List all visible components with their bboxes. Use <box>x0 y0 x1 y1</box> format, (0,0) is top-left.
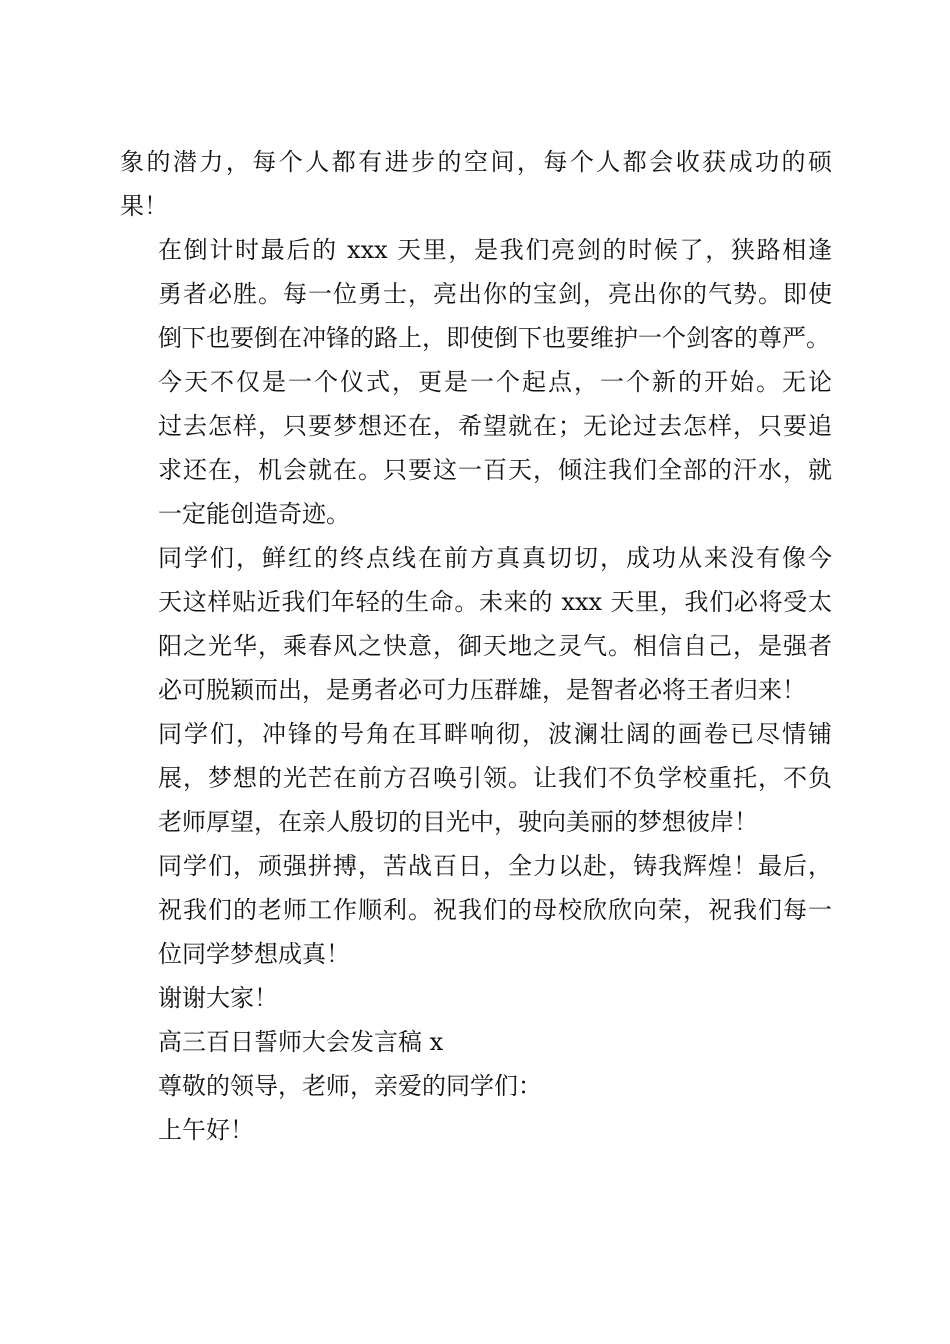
paragraph-4 <box>120 536 832 712</box>
text-line: 阳之光华，乘春风之快意，御天地之灵气。相信自己，是强者 <box>158 632 832 660</box>
text-line: 祝我们的老师工作顺利。祝我们的母校欣欣向荣，祝我们每一 <box>158 896 832 924</box>
text-line: 过去怎样，只要梦想还在，希望就在；无论过去怎样，只要追 <box>158 412 832 440</box>
text-line: 谢谢大家！ <box>158 984 278 1012</box>
greeting <box>120 1108 832 1152</box>
text-line: 展，梦想的光芒在前方召唤引领。让我们不负学校重托，不负 <box>158 764 832 792</box>
paragraph-2 <box>120 228 832 360</box>
text-line: 位同学梦想成真！ <box>158 940 350 968</box>
text-line: 同学们，冲锋的号角在耳畔响彻，波澜壮阔的画卷已尽情铺 <box>158 720 832 748</box>
text-line: 同学们，鲜红的终点线在前方真真切切，成功从来没有像今 <box>158 544 832 572</box>
text-line: 果！ <box>120 192 168 220</box>
text-line: 在倒计时最后的 xxx 天里，是我们亮剑的时候了，狭路相逢 <box>158 236 832 264</box>
text-line: 勇者必胜。每一位勇士，亮出你的宝剑，亮出你的气势。即使 <box>158 280 832 308</box>
text-line: 一定能创造奇迹。 <box>158 500 350 528</box>
text-line: 倒下也要倒在冲锋的路上，即使倒下也要维护一个剑客的尊严。 <box>158 324 830 352</box>
paragraph-5 <box>120 712 832 844</box>
paragraph-6 <box>120 844 832 976</box>
paragraph-3 <box>120 360 832 536</box>
text-line: 同学们，顽强拼搏，苦战百日，全力以赴，铸我辉煌！最后， <box>158 852 832 880</box>
text-line: 必可脱颖而出，是勇者必可力压群雄，是智者必将王者归来！ <box>158 676 806 704</box>
salutation <box>120 1064 832 1108</box>
text-line: 上午好！ <box>158 1116 254 1144</box>
document-page <box>120 140 832 1152</box>
section-title <box>120 1020 832 1064</box>
text-line: 尊敬的领导，老师，亲爱的同学们： <box>158 1072 542 1100</box>
paragraph-1 <box>120 140 832 228</box>
text-line: 今天不仅是一个仪式，更是一个起点，一个新的开始。无论 <box>158 368 832 396</box>
text-line: 象的潜力，每个人都有进步的空间，每个人都会收获成功的硕 <box>120 148 832 176</box>
paragraph-thanks <box>120 976 832 1020</box>
text-line: 天这样贴近我们年轻的生命。未来的 xxx 天里，我们必将受太 <box>158 588 832 616</box>
text-line: 高三百日誓师大会发言稿 x <box>158 1028 444 1056</box>
text-line: 老师厚望，在亲人殷切的目光中，驶向美丽的梦想彼岸！ <box>158 808 758 836</box>
text-line: 求还在，机会就在。只要这一百天，倾注我们全部的汗水，就 <box>158 456 832 484</box>
